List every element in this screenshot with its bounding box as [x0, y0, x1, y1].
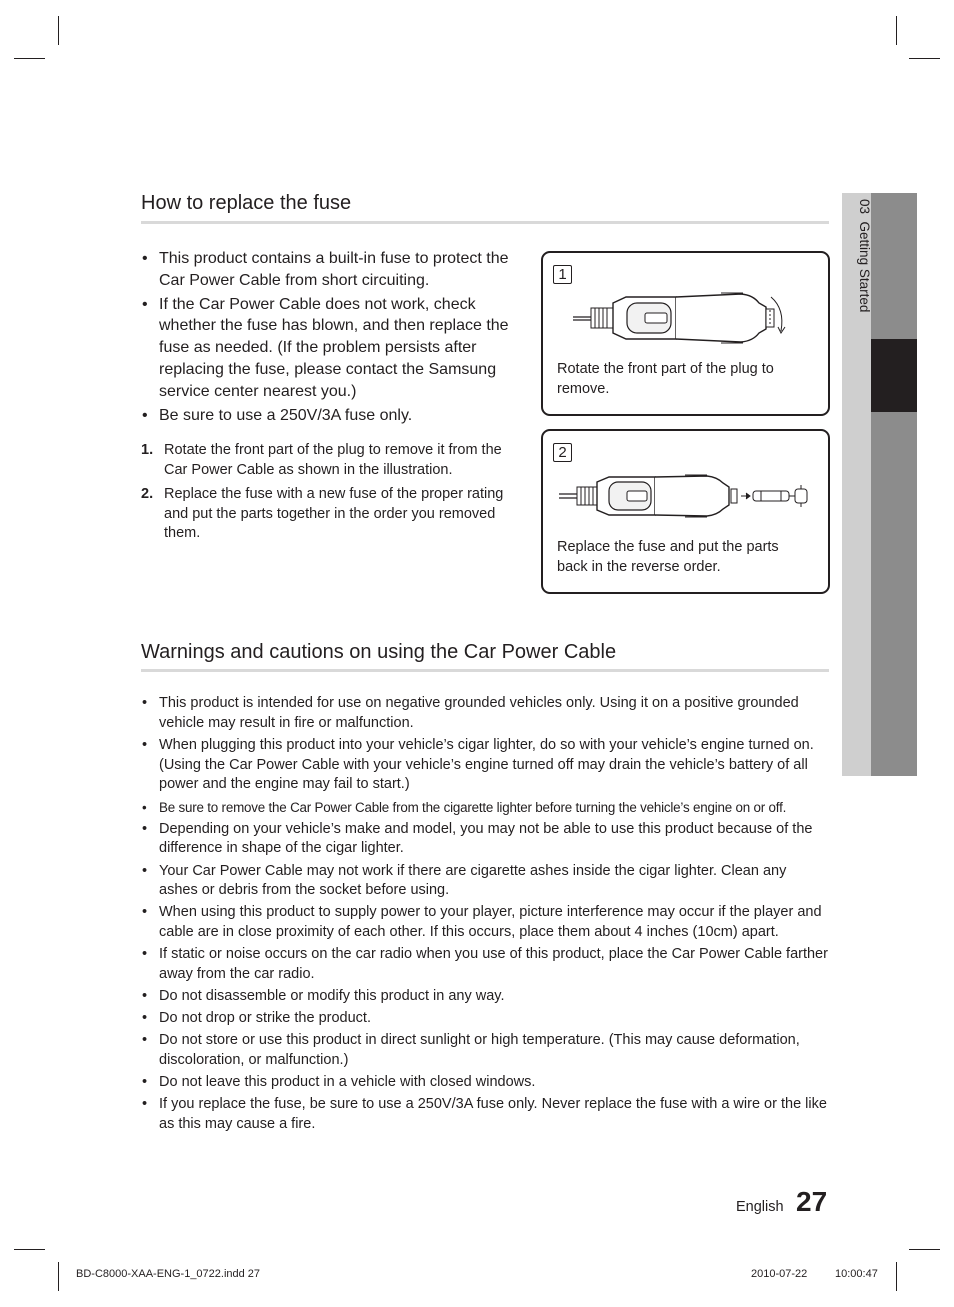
slug-file: BD-C8000-XAA-ENG-1_0722.indd 27 [76, 1268, 261, 1280]
figure-number: 2 [553, 443, 572, 462]
crop-mark [896, 1262, 897, 1291]
section-title-fuse: How to replace the fuse [141, 192, 352, 214]
chapter-number: 03 [857, 199, 872, 215]
list-item: • When plugging this product into your vehicle’s cigar lighter, do so with your vehicle’s engine turned on. (Using the Car Power Cable with your vehicle’s engine turned off may drain the vehicle’s battery of all power and the engine may fail to start.) [141, 736, 829, 795]
list-item: • Do not drop or strike the product. [141, 1009, 829, 1029]
step-number: 2. [141, 486, 154, 503]
figure-2 [541, 429, 830, 594]
step-text: Replace the fuse with a new fuse of the proper rating and put the parts together in the order you removed them. [164, 486, 504, 542]
list-item: • If the Car Power Cable does not work, check whether the fuse has blown, and then replace the fuse as needed. (If the problem persists after replacing the fuse, please contact the Samsung service center nearest you.) [141, 294, 516, 403]
fuse-replace-illustration [557, 473, 817, 521]
plug-rotate-illustration [571, 289, 791, 347]
list-item: • This product is intended for use on negative grounded vehicles only. Using it on a positive grounded vehicle may result in fire or malfunction. [141, 694, 829, 734]
list-item: • Your Car Power Cable may not work if there are cigarette ashes inside the cigar lighter. Clean any ashes or debris from the socket before using. [141, 862, 829, 902]
fuse-bullet-list [141, 248, 516, 428]
chapter-tab-strip [871, 193, 917, 776]
list-item: • When using this product to supply power to your player, picture interference may occur if the player and cable are in close proximity of each other. If this occurs, place them about 4 inches (10cm) apart. [141, 903, 829, 943]
step-number: 1. [141, 442, 154, 458]
list-item: • Do not disassemble or modify this product in any way. [141, 987, 829, 1007]
footer-language: English [736, 1199, 784, 1215]
figure-caption: Replace the fuse and put the parts back in the reverse order. [557, 539, 779, 575]
slug-date: 2010-07-22 [751, 1268, 808, 1280]
list-item: • Be sure to remove the Car Power Cable from the cigarette lighter before turning the vehicle’s engine on or off. [141, 798, 829, 818]
figure-number: 1 [553, 265, 572, 284]
crop-mark [909, 1249, 940, 1250]
list-item: • If static or noise occurs on the car radio when you use of this product, place the Car Power Cable farther away from the car radio. [141, 945, 829, 985]
page-number: 27 [796, 1186, 828, 1217]
list-item: • This product contains a built-in fuse to protect the Car Power Cable from short circuiting. [141, 248, 516, 292]
step-item [141, 485, 516, 544]
chapter-tab-marker [871, 339, 917, 412]
list-item: • Be sure to use a 250V/3A fuse only. [141, 405, 516, 427]
list-item: • Depending on your vehicle’s make and model, you may not be able to use this product because of the difference in shape of the cigar lighter. [141, 820, 829, 860]
fuse-steps [141, 441, 516, 549]
list-item: • Do not leave this product in a vehicle with closed windows. [141, 1073, 829, 1093]
crop-mark [58, 16, 59, 45]
figure-1 [541, 251, 830, 416]
crop-mark [58, 1262, 59, 1291]
warnings-bullet-list [141, 694, 829, 1137]
section-rule [141, 669, 829, 672]
crop-mark [896, 16, 897, 45]
slug-time: 10:00:47 [835, 1268, 878, 1280]
figure-caption: Rotate the front part of the plug to remove. [557, 361, 774, 397]
crop-mark [14, 58, 45, 59]
list-item: • If you replace the fuse, be sure to use a 250V/3A fuse only. Never replace the fuse with a wire or the like as this may cause a fire. [141, 1095, 829, 1135]
step-item [141, 441, 516, 480]
crop-mark [14, 1249, 45, 1250]
section-rule [141, 221, 829, 224]
crop-mark [909, 58, 940, 59]
section-title-warnings: Warnings and cautions on using the Car Power Cable [141, 641, 617, 663]
list-item: • Do not store or use this product in direct sunlight or high temperature. (This may cause deformation, discoloration, or malfunction.) [141, 1031, 829, 1071]
chapter-title: Getting Started [857, 221, 872, 313]
chapter-label [857, 199, 872, 312]
step-text: Rotate the front part of the plug to remove it from the Car Power Cable as shown in the illustration. [164, 442, 502, 478]
